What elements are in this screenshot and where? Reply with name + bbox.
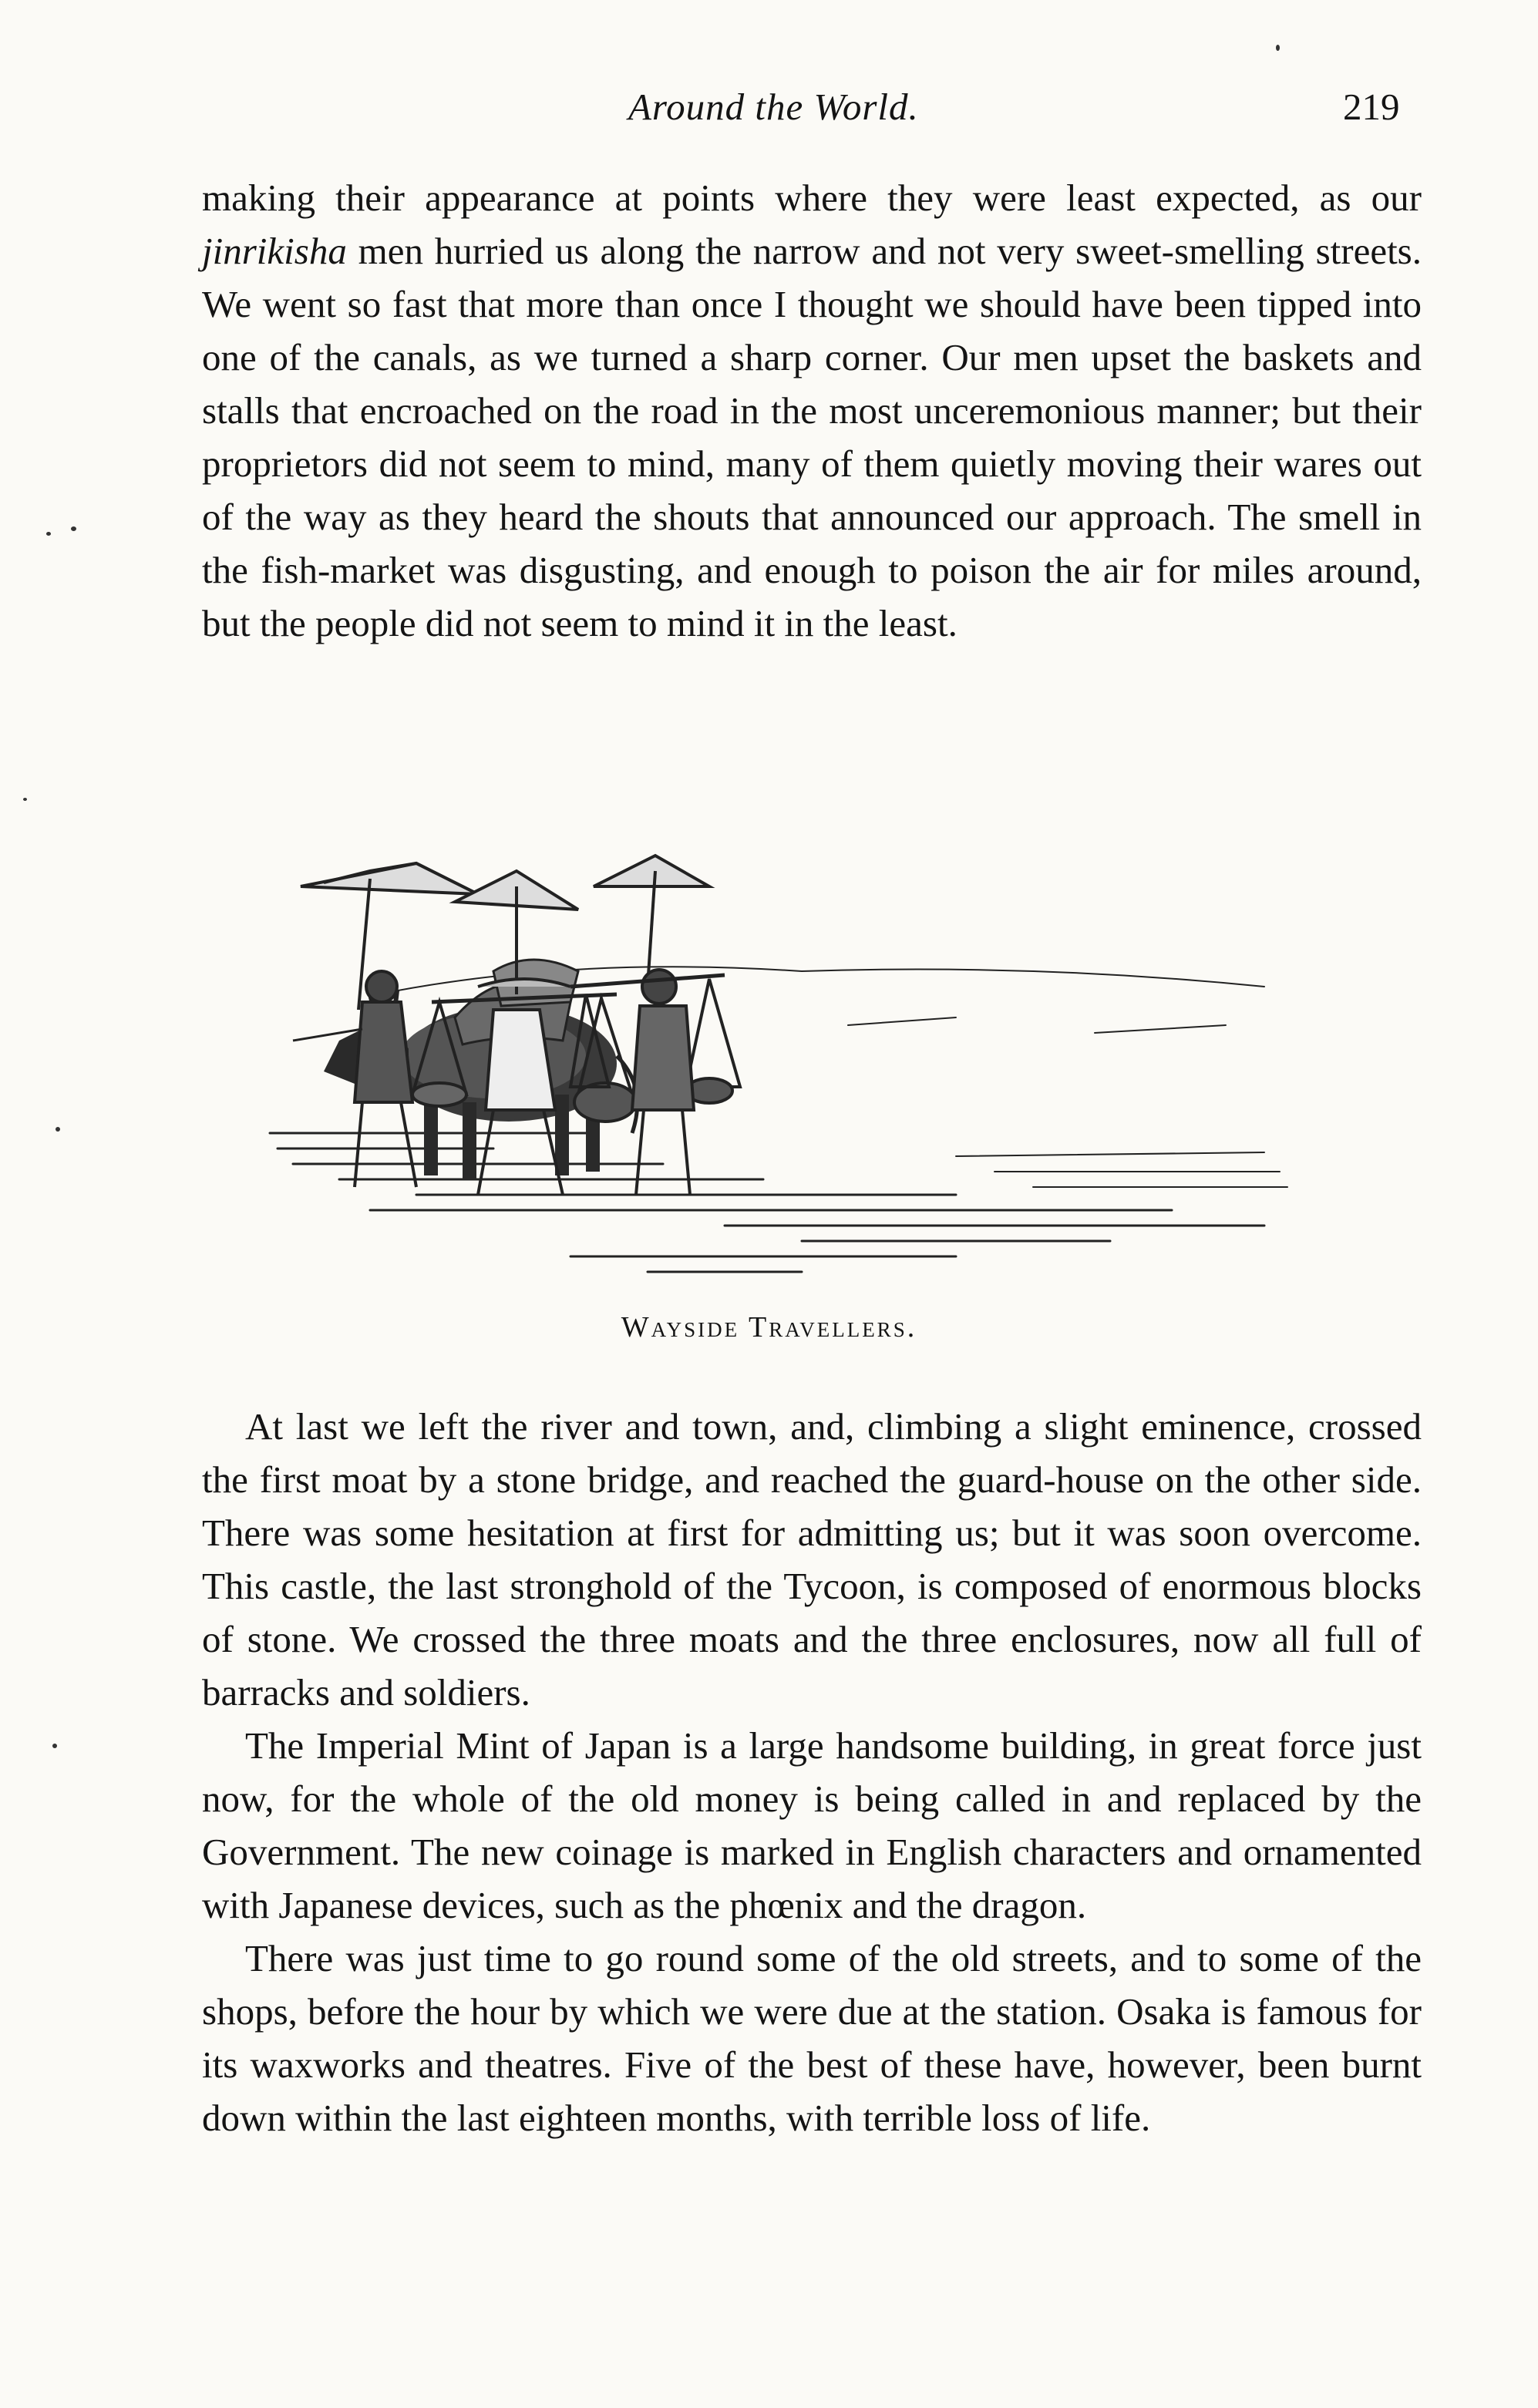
- scan-speck: [56, 1127, 60, 1132]
- text-block-bottom: [202, 1400, 1422, 2144]
- caption-text: Wayside Travellers.: [621, 1311, 917, 1344]
- scan-speck: [23, 798, 27, 801]
- paragraph-3: The Imperial Mint of Japan is a large handsome building, in great force just now, for the whole of the old money is being called in and replaced by the Government. The new coinage is marked in English characters and ornamented with Japanese devices, such as the phœnix and the dragon.: [202, 1724, 1422, 1926]
- paragraph-4: There was just time to go round some of the old streets, and to some of the shops, before the hour by which we were due at the station. Osaka is famous for its waxworks and theatres. Five of the best of these have, however, been burnt down within the last eighteen months, with terrible loss of life.: [202, 1937, 1422, 2139]
- paragraph-1-rest: men hurried us along the narrow and not very sweet-smelling streets. We went so fast that more than once I thought we should have been tipped into one of the canals, as we turned a sharp corner. Our men upset the baskets and stalls that encroached on the road in the most unceremonious manner; but their proprietors did not seem to mind, many of them quietly moving their wares out of the way as they heard the shouts that announced our approach. The smell in the fish-market was disgusting, and enough to poison the air for miles around, but the people did not seem to mind it in the least.: [202, 230, 1422, 644]
- figure-caption: [0, 1310, 1538, 1344]
- paragraph-1: [202, 171, 1422, 650]
- page-header: [0, 77, 1538, 131]
- scan-speck: [1276, 45, 1280, 51]
- paragraph-2: At last we left the river and town, and, climbing a slight eminence, crossed the first moat by a stone bridge, and reached the guard-house on the other side. There was some hesitation at first for admitting us; but it was soon overcome. This castle, the last stronghold of the Tycoon, is composed of enormous blocks of stone. We crossed the three moats and the three enclosures, now all full of barracks and soldiers.: [202, 1405, 1422, 1714]
- text-block-top: [202, 171, 1422, 650]
- page-number: 219: [1343, 86, 1400, 128]
- scan-speck: [52, 1744, 57, 1748]
- paragraph-1-start: making their appearance at points where they were least expected, as our: [202, 177, 1422, 219]
- running-title: Around the World.: [628, 86, 919, 128]
- scan-speck: [46, 532, 51, 536]
- italic-term: jinrikisha: [202, 230, 347, 272]
- wayside-travellers-illustration: [262, 840, 1326, 1303]
- scan-speck: [71, 526, 76, 531]
